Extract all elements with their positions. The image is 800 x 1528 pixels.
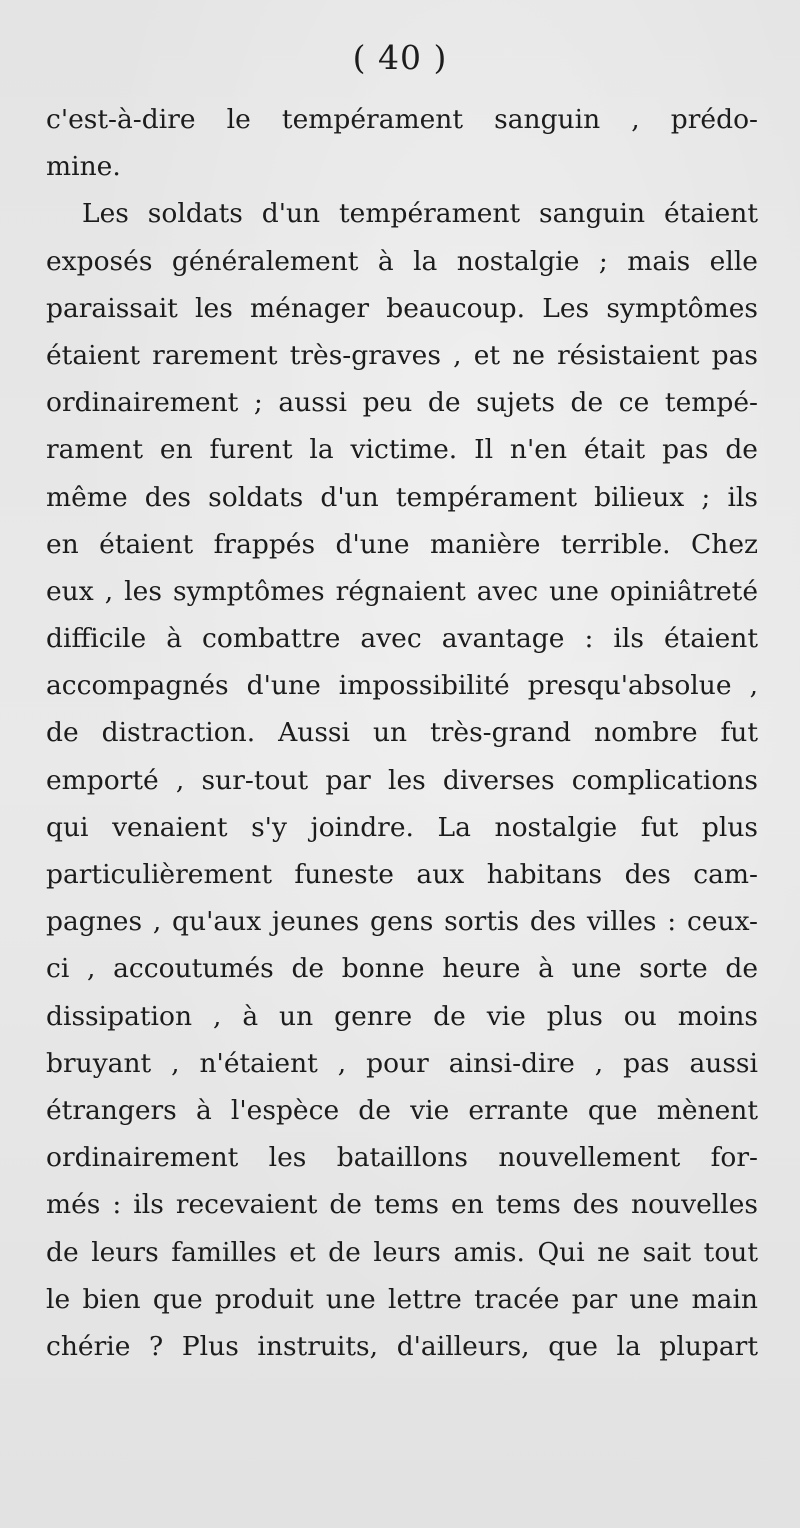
text-line: de leurs familles et de leurs amis. Qui ne sait tout (46, 1236, 758, 1268)
text-line: exposés généralement à la nostalgie ; mais elle (46, 245, 758, 277)
text-line: més : ils recevaient de tems en tems des nouvelles (46, 1189, 758, 1221)
text-line: mine. (46, 151, 121, 183)
text-line: paraissait les ménager beaucoup. Les symptômes (46, 292, 758, 324)
text-line: le bien que produit une lettre tracée par une main (46, 1283, 758, 1315)
text-line: emporté , sur-tout par les diverses complications (46, 764, 758, 796)
text-line: de distraction. Aussi un très-grand nombre fut (46, 717, 758, 749)
text-line: dissipation , à un genre de vie plus ou moins (46, 1000, 758, 1032)
text-line: qui venaient s'y joindre. La nostalgie fut plus (46, 811, 758, 843)
page-number: ( 40 ) (352, 38, 448, 77)
text-line: étaient rarement très-graves , et ne résistaient pas (46, 339, 758, 371)
text-line: c'est-à-dire le tempérament sanguin , prédo- (46, 104, 758, 135)
text-line: chérie ? Plus instruits, d'ailleurs, que la plupart (46, 1330, 758, 1362)
text-line: accompagnés d'une impossibilité presqu'absolue , (46, 670, 758, 702)
text-line: ordinairement les bataillons nouvellement for- (46, 1142, 758, 1174)
text-line: Les soldats d'un tempérament sanguin étaient (82, 198, 758, 230)
body-text (46, 96, 758, 1370)
text-line: ordinairement ; aussi peu de sujets de ce tempé- (46, 387, 758, 419)
text-line: en étaient frappés d'une manière terrible. Chez (46, 528, 758, 560)
text-line: pagnes , qu'aux jeunes gens sortis des villes : ceux- (46, 906, 758, 938)
text-line: rament en furent la victime. Il n'en était pas de (46, 434, 758, 466)
text-line: difficile à combattre avec avantage : ils étaient (46, 623, 758, 655)
text-line: ci , accoutumés de bonne heure à une sorte de (46, 953, 758, 985)
text-line: étrangers à l'espèce de vie errante que mènent (46, 1094, 758, 1126)
text-line: bruyant , n'étaient , pour ainsi-dire , pas aussi (46, 1047, 758, 1079)
text-line: particulièrement funeste aux habitans des cam- (46, 859, 758, 890)
text-line: eux , les symptômes régnaient avec une opiniâtreté (46, 575, 758, 607)
text-line: même des soldats d'un tempérament bilieux ; ils (46, 481, 758, 513)
